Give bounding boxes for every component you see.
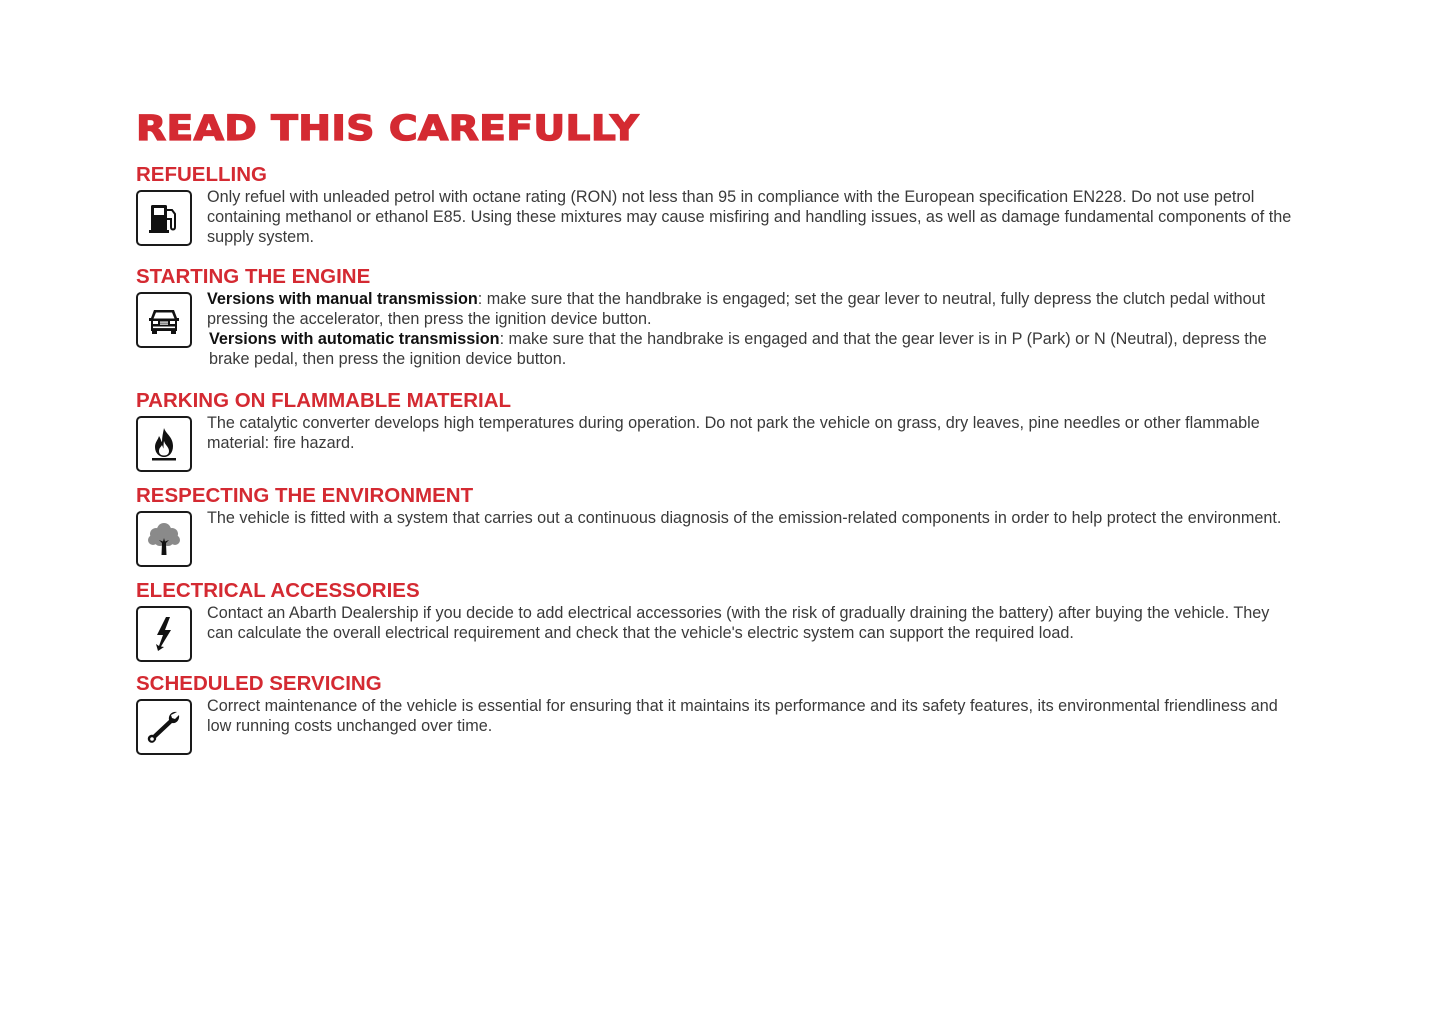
- section-text-servicing: [207, 696, 1296, 736]
- section-servicing: [136, 672, 1296, 736]
- paragraph-automatic: [207, 329, 1296, 369]
- section-refuelling: [136, 163, 1296, 247]
- car-front-icon: [136, 292, 192, 348]
- section-heading-environment: RESPECTING THE ENVIRONMENT: [136, 484, 474, 507]
- section-text-electrical: [207, 603, 1296, 643]
- paragraph: Contact an Abarth Dealership if you decide to add electrical accessories (with the risk of gradually draining the battery) after buying the vehicle. They can calculate the overall electrical requirement and check that the vehicle's electric system can support the required load.: [207, 604, 1270, 642]
- fuel-pump-icon: [136, 190, 192, 246]
- automatic-text: : make sure that the handbrake is engaged and that the gear lever is in P (Park) or N (Neutral), depress the brake pedal, then press the ignition device button.: [209, 330, 1267, 368]
- section-text-parking: [207, 413, 1296, 453]
- page-title: READ THIS CAREFULLY: [136, 109, 639, 149]
- automatic-label: Versions with automatic transmission: [209, 330, 500, 348]
- section-parking: [136, 389, 1296, 453]
- paragraph: The catalytic converter develops high temperatures during operation. Do not park the vehicle on grass, dry leaves, pine needles or other flammable material: fire hazard.: [207, 414, 1260, 452]
- section-text-starting-engine: [207, 289, 1296, 369]
- paragraph: Only refuel with unleaded petrol with octane rating (RON) not less than 95 in compliance with the European specification EN228. Do not use petrol containing methanol or ethanol E85. Using these mixtures may cause misfiring and handling issues, as well as damage fundamental components of the supply system.: [207, 188, 1292, 246]
- manual-text: : make sure that the handbrake is engaged; set the gear lever to neutral, fully depress the clutch pedal without pressing the accelerator, then press the ignition device button.: [207, 290, 1266, 328]
- paragraph-manual: [207, 289, 1296, 329]
- flame-icon: [136, 416, 192, 472]
- lightning-bolt-icon: [136, 606, 192, 662]
- section-starting-engine: [136, 265, 1296, 369]
- section-heading-electrical: ELECTRICAL ACCESSORIES: [136, 579, 420, 602]
- section-text-refuelling: [207, 187, 1296, 247]
- section-heading-refuelling: REFUELLING: [136, 163, 267, 186]
- wrench-icon: [136, 699, 192, 755]
- section-heading-parking: PARKING ON FLAMMABLE MATERIAL: [136, 389, 512, 412]
- section-text-environment: [207, 508, 1296, 528]
- page: [136, 108, 1296, 150]
- paragraph: Correct maintenance of the vehicle is essential for ensuring that it maintains its performance and its safety features, its environmental friendliness and low running costs unchanged over time.: [207, 697, 1278, 735]
- paragraph: The vehicle is fitted with a system that carries out a continuous diagnosis of the emission-related components in order to help protect the environment.: [207, 509, 1282, 527]
- manual-label: Versions with manual transmission: [207, 290, 478, 308]
- tree-icon: [136, 511, 192, 567]
- section-electrical: [136, 579, 1296, 643]
- section-heading-servicing: SCHEDULED SERVICING: [136, 672, 382, 695]
- section-heading-starting-engine: STARTING THE ENGINE: [136, 265, 371, 288]
- section-environment: [136, 484, 1296, 528]
